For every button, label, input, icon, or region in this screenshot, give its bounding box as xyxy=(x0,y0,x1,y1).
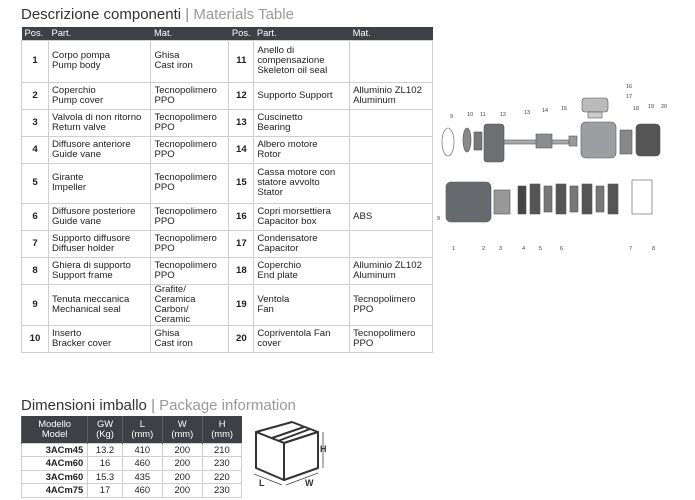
position-number-cell: 20 xyxy=(229,325,254,352)
cell-line: Condensatore xyxy=(257,232,318,244)
package-header-cell xyxy=(22,416,88,443)
header-pos: Pos. xyxy=(22,27,49,40)
callout-label: 3 xyxy=(499,246,503,252)
header-part: Part. xyxy=(48,27,150,40)
cell-line: (mm) xyxy=(131,428,154,440)
cell-line: Impeller xyxy=(51,182,87,193)
package-header-row xyxy=(22,416,242,443)
cell-line: Guide vane xyxy=(51,215,102,227)
callout-label: 5 xyxy=(539,246,543,252)
dimension-cell: 220 xyxy=(202,470,241,484)
cell-line: PPO xyxy=(154,269,175,281)
position-number-cell: 5 xyxy=(22,163,49,203)
position-number-cell: 12 xyxy=(229,82,254,109)
cell-line: Alluminio ZL102 xyxy=(353,259,422,271)
header-mat: Mat. xyxy=(350,27,433,40)
cell-line: Ghisa xyxy=(154,327,180,339)
cell-line: PPO xyxy=(154,242,175,254)
cell-line: Ceramica xyxy=(154,293,196,305)
materials-row xyxy=(22,163,433,203)
dimension-cell: 210 xyxy=(202,443,241,457)
cell-line: Anello di xyxy=(257,45,295,56)
part-name-cell xyxy=(254,40,350,82)
cell-line: Modello xyxy=(38,418,72,430)
cell-line: Copri morsettiera xyxy=(257,205,331,217)
cell-line: Grafite/ xyxy=(154,283,186,295)
materials-table xyxy=(21,27,433,353)
part-name-cell xyxy=(48,325,150,352)
cell-line: Aluminum xyxy=(353,94,396,106)
cell-line: PPO xyxy=(154,121,175,133)
cell-line: Ventola xyxy=(257,293,290,305)
material-cell xyxy=(151,40,229,82)
cell-line: Ghisa xyxy=(154,50,180,61)
material-cell xyxy=(350,257,433,284)
cell-line: Diffusore anteriore xyxy=(51,138,131,150)
package-row xyxy=(22,484,242,498)
part-name-cell xyxy=(254,203,350,230)
material-cell xyxy=(350,203,433,230)
materials-header-row xyxy=(22,27,433,40)
part-name-cell xyxy=(254,136,350,163)
cell-line: L xyxy=(139,418,145,430)
cell-line: (mm) xyxy=(171,428,194,440)
callout-label: 9 xyxy=(437,216,441,222)
dimension-cell: 460 xyxy=(122,484,162,498)
part-name-cell xyxy=(48,230,150,257)
cell-line: Alluminio ZL102 xyxy=(353,84,422,96)
part-name-cell xyxy=(254,257,350,284)
callout-label: 6 xyxy=(560,246,564,252)
cell-line: compensazione xyxy=(257,55,325,66)
package-row xyxy=(22,457,242,471)
model-cell: 3ACm45 xyxy=(22,443,88,457)
dimension-cell: 435 xyxy=(122,470,162,484)
cell-line: Fan xyxy=(257,303,274,315)
position-number-cell: 10 xyxy=(22,325,49,352)
package-header-cell xyxy=(122,416,162,443)
material-cell xyxy=(151,230,229,257)
material-cell xyxy=(151,163,229,203)
cell-line: PPO xyxy=(353,337,374,349)
material-cell xyxy=(350,284,433,325)
part-name-cell xyxy=(48,136,150,163)
callout-label: 2 xyxy=(482,246,486,252)
position-number-cell: 1 xyxy=(22,40,49,82)
cell-line: Coperchio xyxy=(51,84,96,96)
header-mat: Mat. xyxy=(151,27,229,40)
model-cell: 4ACm60 xyxy=(22,457,88,471)
cell-line: Supporto Support xyxy=(257,89,333,101)
materials-row xyxy=(22,284,433,325)
callout-label: 14 xyxy=(542,108,549,114)
position-number-cell: 14 xyxy=(229,136,254,163)
material-cell xyxy=(350,40,433,82)
callout-label: 10 xyxy=(467,112,474,118)
cell-line: Ghiera di supporto xyxy=(51,259,131,271)
cell-line: Capacitor xyxy=(257,242,299,254)
package-table xyxy=(21,416,242,498)
cell-line: Carbon/ xyxy=(154,303,189,315)
cell-line: Girante xyxy=(51,172,84,183)
cell-line: (Kg) xyxy=(96,428,114,440)
materials-title-it: Descrizione componenti xyxy=(21,6,182,23)
cell-line: Tenuta meccanica xyxy=(51,293,130,305)
part-name-cell xyxy=(254,284,350,325)
position-number-cell: 18 xyxy=(229,257,254,284)
cell-line: Skeleton oil seal xyxy=(257,65,328,76)
part-name-cell xyxy=(48,284,150,325)
part-name-cell xyxy=(254,230,350,257)
package-row xyxy=(22,470,242,484)
cell-line: W xyxy=(177,418,187,430)
package-title-it: Dimensioni imballo xyxy=(21,397,147,414)
cell-line: Return valve xyxy=(51,121,106,133)
part-name-cell xyxy=(48,109,150,136)
title-separator: | xyxy=(185,6,190,23)
material-cell xyxy=(151,284,229,325)
material-cell xyxy=(151,257,229,284)
part-name-cell xyxy=(48,203,150,230)
material-cell xyxy=(350,109,433,136)
callout-label: 17 xyxy=(626,94,633,100)
position-number-cell: 7 xyxy=(22,230,49,257)
callout-label: 15 xyxy=(561,106,568,112)
cell-line: H xyxy=(218,418,226,430)
cell-line: Tecnopolimero xyxy=(154,232,217,244)
material-cell xyxy=(350,325,433,352)
material-cell xyxy=(151,82,229,109)
cell-line: Bearing xyxy=(257,121,291,133)
cell-line: Mechanical seal xyxy=(51,303,121,315)
cell-line: Albero motore xyxy=(257,138,318,150)
position-number-cell: 19 xyxy=(229,284,254,325)
package-box-icon xyxy=(250,412,332,488)
cell-line: Tecnopolimero xyxy=(353,293,416,305)
dimension-cell: 200 xyxy=(162,443,202,457)
materials-title xyxy=(21,6,294,23)
header-pos: Pos. xyxy=(229,27,254,40)
position-number-cell: 15 xyxy=(229,163,254,203)
cell-line: End plate xyxy=(257,269,298,281)
cell-line: Cuscinetto xyxy=(257,111,303,123)
cell-line: Copriventola Fan xyxy=(257,327,331,339)
package-header-cell xyxy=(162,416,202,443)
callout-label: 1 xyxy=(452,246,456,252)
callout-label: 4 xyxy=(522,246,526,252)
cell-line: Stator xyxy=(257,187,283,198)
material-cell xyxy=(350,230,433,257)
cell-line: Tecnopolimero xyxy=(154,172,217,183)
material-cell xyxy=(151,203,229,230)
cell-line: Aluminum xyxy=(353,269,396,281)
package-row xyxy=(22,443,242,457)
package-header-cell xyxy=(88,416,123,443)
upper-assembly xyxy=(442,98,660,162)
position-number-cell: 16 xyxy=(229,203,254,230)
material-cell xyxy=(151,109,229,136)
cell-line: Valvola di non ritorno xyxy=(51,111,142,123)
dimension-cell: 200 xyxy=(162,457,202,471)
part-name-cell xyxy=(48,82,150,109)
material-cell xyxy=(151,325,229,352)
materials-row xyxy=(22,325,433,352)
material-cell xyxy=(350,163,433,203)
cell-line: Pump cover xyxy=(51,94,104,106)
dimension-cell: 410 xyxy=(122,443,162,457)
position-number-cell: 3 xyxy=(22,109,49,136)
cell-line: Guide vane xyxy=(51,148,102,160)
cell-line: PPO xyxy=(154,148,175,160)
callout-label: 19 xyxy=(648,104,655,110)
cell-line: PPO xyxy=(154,94,175,106)
part-name-cell xyxy=(48,163,150,203)
cell-line: Cassa motore con xyxy=(257,167,336,178)
part-name-cell xyxy=(48,40,150,82)
cell-line: ABS xyxy=(353,210,373,222)
lower-assembly xyxy=(446,180,652,222)
materials-row xyxy=(22,136,433,163)
cell-line: PPO xyxy=(353,303,374,315)
callout-label: 20 xyxy=(661,104,668,110)
cell-line: Bracker cover xyxy=(51,337,112,349)
cell-line: PPO xyxy=(154,215,175,227)
cell-line: Tecnopolimero xyxy=(154,259,217,271)
callout-label: 11 xyxy=(480,112,486,118)
cell-line: statore avvolto xyxy=(257,177,320,188)
cell-line: Tecnopolimero xyxy=(353,327,416,339)
position-number-cell: 13 xyxy=(229,109,254,136)
model-cell: 4ACm75 xyxy=(22,484,88,498)
cell-line: Capacitor box xyxy=(257,215,317,227)
cell-line: Tecnopolimero xyxy=(154,84,217,96)
position-number-cell: 9 xyxy=(22,284,49,325)
callout-label: 9 xyxy=(450,114,454,120)
cell-line: Tecnopolimero xyxy=(154,138,217,150)
part-name-cell xyxy=(254,163,350,203)
cell-line: Support frame xyxy=(51,269,113,281)
cell-line: Tecnopolimero xyxy=(154,205,217,217)
cell-line: cover xyxy=(257,337,281,349)
model-cell: 3ACm60 xyxy=(22,470,88,484)
cell-line: Ceramic xyxy=(154,313,191,325)
exploded-view-diagram xyxy=(436,80,670,260)
position-number-cell: 6 xyxy=(22,203,49,230)
position-number-cell: 4 xyxy=(22,136,49,163)
cell-line: (mm) xyxy=(211,428,234,440)
dimension-cell: 200 xyxy=(162,470,202,484)
cell-line: Supporto diffusore xyxy=(51,232,131,244)
cell-line: Model xyxy=(41,428,68,440)
package-title-en: Package information xyxy=(159,397,296,414)
callout-label: 18 xyxy=(633,106,640,112)
callout-label: 8 xyxy=(652,246,656,252)
dimension-cell: 200 xyxy=(162,484,202,498)
header-part: Part. xyxy=(254,27,350,40)
cell-line: Rotor xyxy=(257,148,281,160)
dimension-cell: 17 xyxy=(88,484,123,498)
materials-row xyxy=(22,257,433,284)
dimension-cell: 230 xyxy=(202,457,241,471)
width-label: W xyxy=(305,478,314,488)
materials-row xyxy=(22,40,433,82)
cell-line: Cast iron xyxy=(154,60,193,71)
material-cell xyxy=(350,136,433,163)
cell-line: Diffuser holder xyxy=(51,242,115,254)
cell-line: Cast iron xyxy=(154,337,193,349)
part-name-cell xyxy=(48,257,150,284)
part-name-cell xyxy=(254,109,350,136)
callout-label: 13 xyxy=(524,110,531,116)
materials-row xyxy=(22,109,433,136)
cell-line: Inserto xyxy=(51,327,82,339)
materials-row xyxy=(22,203,433,230)
dimension-cell: 15.3 xyxy=(88,470,123,484)
cell-line: GW xyxy=(96,418,114,430)
callout-label: 7 xyxy=(629,246,633,252)
position-number-cell: 11 xyxy=(229,40,254,82)
position-number-cell: 17 xyxy=(229,230,254,257)
material-cell xyxy=(151,136,229,163)
cell-line: PPO xyxy=(154,182,175,193)
cell-line: Diffusore posteriore xyxy=(51,205,136,217)
dimension-cell: 16 xyxy=(88,457,123,471)
callout-label: 12 xyxy=(500,112,507,118)
title-separator: | xyxy=(151,397,155,414)
package-header-cell xyxy=(202,416,241,443)
position-number-cell: 2 xyxy=(22,82,49,109)
part-name-cell xyxy=(254,325,350,352)
callout-label: 16 xyxy=(626,84,633,90)
length-label: L xyxy=(259,478,265,488)
position-number-cell: 8 xyxy=(22,257,49,284)
dimension-cell: 230 xyxy=(202,484,241,498)
cell-line: Tecnopolimero xyxy=(154,111,217,123)
materials-row xyxy=(22,82,433,109)
dimension-cell: 13.2 xyxy=(88,443,123,457)
materials-title-en: Materials Table xyxy=(193,6,294,23)
material-cell xyxy=(350,82,433,109)
part-name-cell xyxy=(254,82,350,109)
height-label: H xyxy=(320,444,327,454)
cell-line: Coperchio xyxy=(257,259,302,271)
cell-line: Pump body xyxy=(51,60,101,71)
dimension-cell: 460 xyxy=(122,457,162,471)
cell-line: Corpo pompa xyxy=(51,50,111,61)
materials-row xyxy=(22,230,433,257)
